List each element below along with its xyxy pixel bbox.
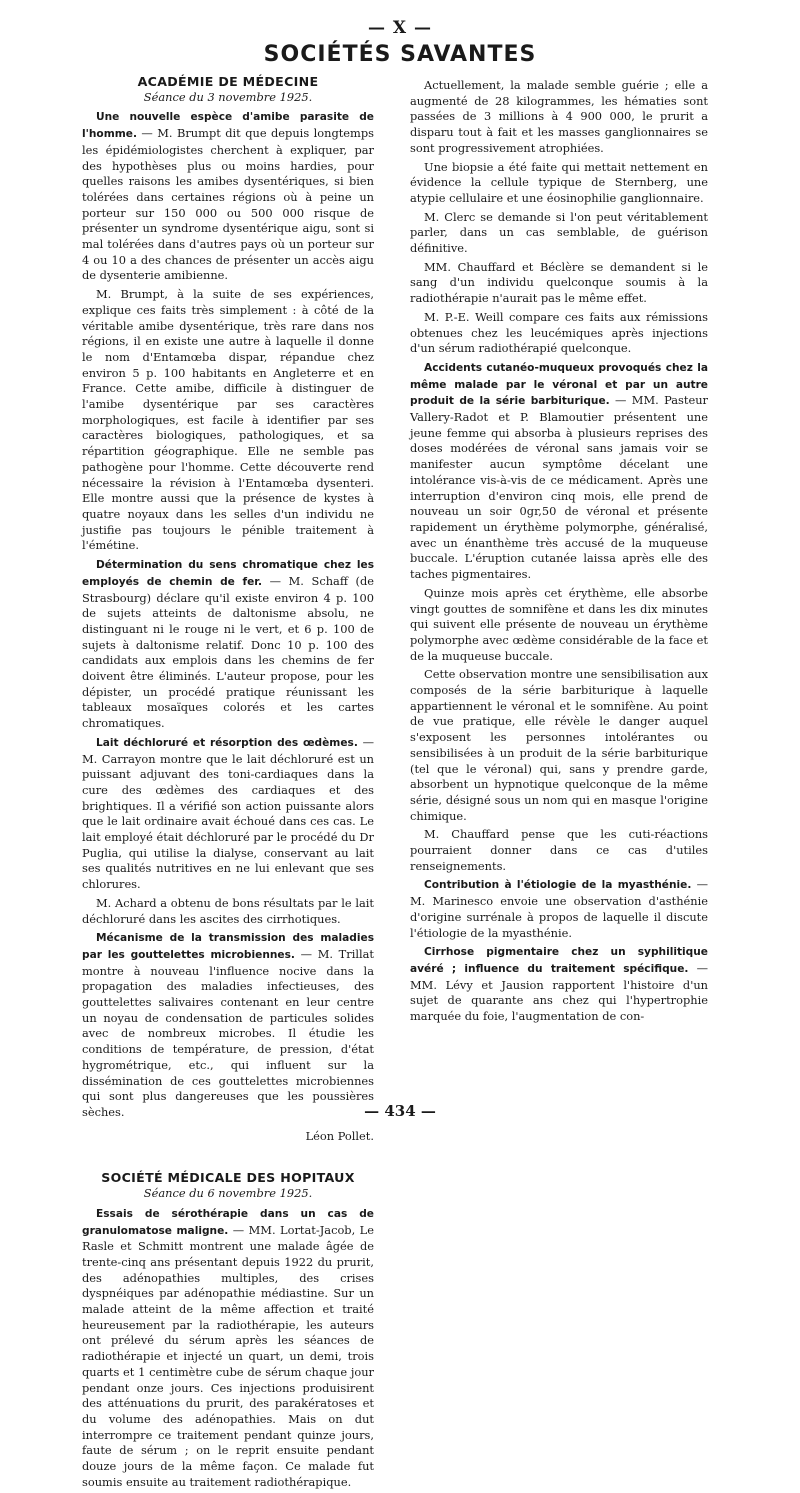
- paragraph: [410, 360, 708, 583]
- article-body: — MM. Lévy et Jausion rapportent l'histoire d'un sujet de quarante ans chez qui l'hypertrophie marquée du foie, l'augmentation de con-: [410, 960, 708, 1024]
- article-body: — MM. Pasteur Vallery-Radot et P. Blamoutier présentent une jeune femme qui absorba à plusieurs reprises des doses modérées de véronal sans jamais voir se manifester aucun symptôme décelant une intolérance vis-à-vis de ce médicament. Après une interruption d'environ cinq mois, elle prend de nouveau un soir 0gr,50 de véronal et présente rapidement un érythème polymorphe, généralisé, avec un énanthème très accusé de la muqueuse buccale. L'éruption cutanée laissa après elle des taches pigmentaires.: [410, 393, 708, 582]
- paragraph: [410, 944, 708, 1025]
- article-heading: Cirrhose pigmentaire chez un syphilitique avéré ; influence du traitement spécifique.: [410, 946, 708, 975]
- right-column: [410, 78, 708, 1028]
- article-heading: Une nouvelle espèce d'amibe parasite de l'homme.: [82, 111, 374, 141]
- article-heading: Contribution à l'étiologie de la myasthénie.: [424, 879, 692, 892]
- paragraph: M. Chauffard pense que les cuti-réactions pourraient donner dans ce cas d'utiles renseignements.: [410, 827, 708, 873]
- paragraph: Quinze mois après cet érythème, elle absorbe vingt gouttes de somnifène et dans les dix minutes qui suivent elle présente de nouveau un érythème polymorphe avec œdème considérable de la face et de la muqueuse buccale.: [410, 585, 708, 663]
- article-heading: Mécanisme de la transmission des maladies par les gouttelettes microbiennes.: [82, 932, 374, 961]
- paragraph: Cette observation montre une sensibilisation aux composés de la série barbiturique à laquelle appartiennent le véronal et le somnifène. Au point de vue pratique, elle révèle le danger auquel s'exposent les personnes intolérantes ou sensibilisées à un produit de la série barbiturique (tel que le véronal) qui, sans y prendre garde, absorbent un hypnotique quelconque de la même série, désigné sous un nom qui en masque l'origine chimique.: [410, 667, 708, 823]
- paragraph: Actuellement, la malade semble guérie ; elle a augmenté de 28 kilogrammes, les hématies sont passées de 3 millions à 4 900 000, le prurit a disparu tout à fait et les masses ganglionnaires se sont progressivement atrophiées.: [410, 78, 708, 155]
- paragraph: [82, 557, 374, 732]
- article-body: — M. Schaff (de Strasbourg) déclare qu'il existe environ 4 p. 100 de sujets atteints de daltonisme absolu, ne distinguant ni le rouge ni le vert, et 6 p. 100 de sujets à daltonisme relatif. Donc 10 p. 100 des candidats aux emplois dans les chemins de fer doivent être éliminés. L'auteur propose, pour les dépister, un procédé pratique réunissant les tableaux mosaïques colorés et les cartes chromatiques.: [82, 573, 374, 731]
- hopitaux-date: Séance du 6 novembre 1925.: [143, 1186, 313, 1201]
- article-body: — M. Carrayon montre que le lait déchloruré est un puissant adjuvant des toni-cardiaques dans la cure des œdèmes des cardiaques et des brightiques. Il a vérifié son action puissante alors que le lait ordinaire avait échoué dans ces cas. Le lait employé était déchloruré par le procédé du Dr Puglia, qui utilise la dialyse, conservant au lait ses qualités nutritives en ne lui enlevant que ses chlorures.: [82, 734, 375, 892]
- paragraph: [82, 109, 374, 284]
- paragraph: [410, 877, 708, 941]
- paragraph: Une biopsie a été faite qui mettait nettement en évidence la cellule typique de Sternberg, une atypie cellulaire et une éosinophilie ganglionnaire.: [410, 159, 708, 205]
- article-body: — M. Trillat montre à nouveau l'influence nocive dans la propagation des maladies infectieuses, des gouttelettes salivaires contenant en leur centre un noyau de condensation de particules solides avec de nombreux microbes. Il étudie les conditions de température, de pression, d'état hygrométrique, etc., qui influent sur la dissémination de ces gouttelettes microbiennes qui sont plus dangereuses que les poussières sèches.: [82, 946, 374, 1119]
- academie-title: ACADÉMIE DE MÉDECINE: [137, 74, 319, 89]
- page-number: — 434 —: [364, 1102, 436, 1120]
- article-body: — M. Brumpt dit que depuis longtemps les épidémiologistes cherchent à expliquer, par des hypothèses plus ou moins hardies, pour quelles raisons les amibes dysentériques, si bien tolérées dans certaines régions où à peine un porteur sur 150 000 ou 500 000 risque de présenter un syndrome dysentérique aigu, sont si mal tolérées dans d'autres pays où un porteur sur 4 ou 10 a des chances de présenter un accès aigu de dysenterie amibienne.: [82, 126, 374, 283]
- section-banner: SOCIÉTÉS SAVANTES: [263, 42, 537, 67]
- article-body: — MM. Lortat-Jacob, Le Rasle et Schmitt montrent une malade âgée de trente-cinq ans présentant depuis 1922 du prurit, des adénopathies multiples, des crises dyspnéiques par adénopathie médiastine. Sur un malade atteint de la même affection et traité heureusement par la radiothérapie, les auteurs ont prélevé du sérum après les séances de radiothérapie et injecté un quart, un demi, trois quarts et 1 centimètre cube de sérum chaque jour pendant onze jours. Ces injections produisirent des atténuations du prurit, des parakératoses et du volume des adénopathies. Mais on dut interrompre ce traitement pendant quinze jours, faute de sérum ; on le reprit ensuite pendant douze jours de la même façon. Ce malade fut soumis ensuite au traitement radiothérapique.: [82, 1222, 374, 1489]
- hopitaux-title: SOCIÉTÉ MÉDICALE DES HOPITAUX: [101, 1170, 355, 1186]
- article-body: — M. Marinesco envoie une observation d'asthénie d'origine surrénale à propos de laquelle il discute l'étiologie de la myasthénie.: [410, 877, 708, 940]
- article-heading: Essais de sérothérapie dans un cas de granulomatose maligne.: [82, 1207, 374, 1237]
- article-heading: Lait déchloruré et résorption des œdèmes.: [96, 736, 358, 749]
- academie-date: Séance du 3 novembre 1925.: [143, 89, 313, 104]
- paragraph: M. Achard a obtenu de bons résultats par le lait déchloruré dans les ascites des cirrhotiques.: [82, 895, 374, 926]
- page-roman-numeral: — X —: [367, 18, 433, 38]
- paragraph: M. P.-E. Weill compare ces faits aux rémissions obtenues chez les leucémiques après injections d'un sérum radiothérapié quelconque.: [410, 309, 708, 356]
- paragraph: [82, 930, 374, 1120]
- paragraph: M. Brumpt, à la suite de ses expériences, explique ces faits très simplement : à côté de la véritable amibe dysentérique, très rare dans nos régions, il en existe une autre à laquelle il donne le nom d'Entamœba dispar, répandue chez environ 5 p. 100 habitants en Angleterre et en France. Cette amibe, difficile à distinguer de l'amibe dysentérique par ses caractères morphologiques, est facile à identifier par ses caractères biologiques, pathologiques, et sa répartition géographique. Elle ne semble pas pathogène pour l'homme. Cette découverte rend nécessaire la révision à l'Entamœba dysenteri. Elle montre aussi que la présence de kystes à quatre noyaux dans les selles d'un individu ne justifie pas toujours le pénible traitement à l'émétine.: [82, 287, 374, 553]
- left-column: [82, 74, 374, 1493]
- paragraph: M. Clerc se demande si l'on peut véritablement parler, dans un cas semblable, de guérison définitive.: [410, 209, 708, 256]
- article-heading: Accidents cutanéo-muqueux provoqués chez la même malade par le véronal et par un autre produit de la série barbiturique.: [410, 361, 708, 408]
- signature: Léon Pollet.: [305, 1128, 374, 1143]
- paragraph: [82, 735, 374, 893]
- paragraph-split: [82, 1206, 374, 1491]
- article-heading: Détermination du sens chromatique chez les employés de chemin de fer.: [82, 559, 374, 588]
- paragraph: MM. Chauffard et Béclère se demandent si le sang d'un individu quelconque soumis à la radiothérapie n'aurait pas le même effet.: [410, 259, 708, 306]
